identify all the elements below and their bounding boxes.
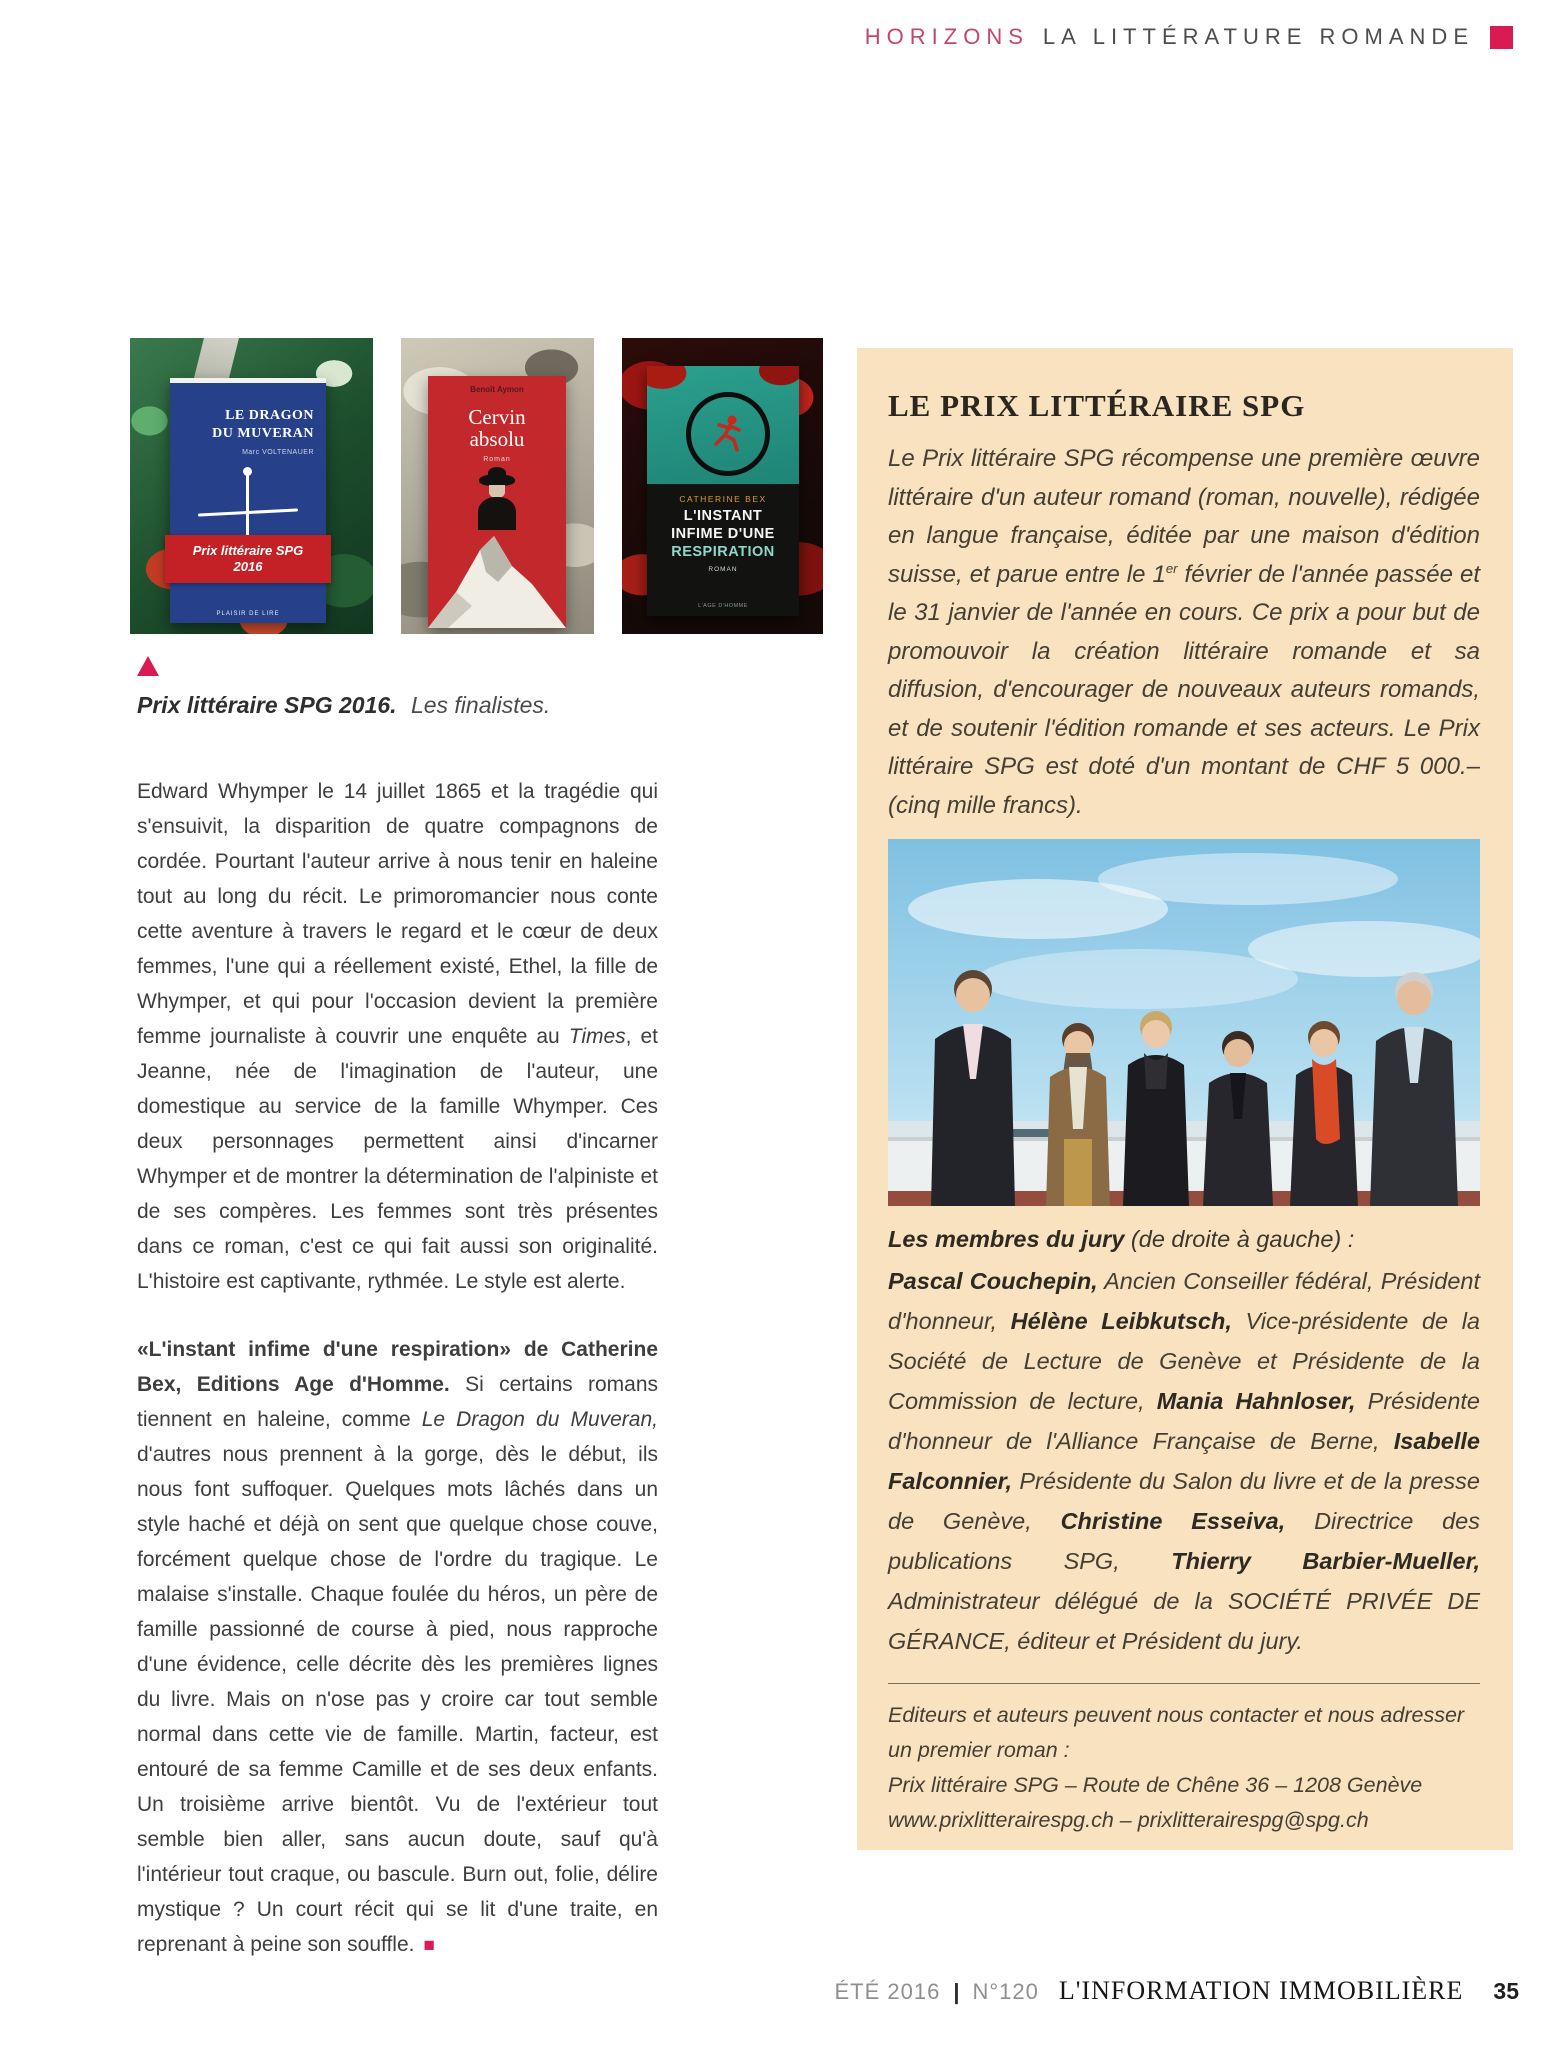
book-photo-cervin-absolu [401, 338, 594, 634]
running-head-title: LA LITTÉRATURE ROMANDE [1042, 24, 1474, 49]
footer-magazine-name: L'INFORMATION IMMOBILIÈRE [1058, 1976, 1464, 2005]
publisher-logo: PLAISIR DE LIRE [216, 611, 280, 617]
jury-members-text: Pascal Couchepin, Ancien Conseiller fédéral, Président d'honneur, Hélène Leibkutsch, Vice-présidente de la Société de Lecture de Genève et Présidente de la Commission de lecture, Mania Hahnloser, Présidente d'honneur de l'Alliance Française de Berne, Isabelle Falconnier, Présidente du Salon du livre et de la presse de Genève, Christine Esseiva, Directrice des publications SPG, Thierry Barbier-Mueller, Administrateur délégué de la SOCIÉTÉ PRIVÉE DE GÉRANCE, éditeur et Président du jury. [888, 1268, 1481, 1654]
book-title-line: RESPIRATION [671, 544, 775, 560]
contact-line-website: www.prixlitterairespg.ch – prixlitterairespg@spg.ch [888, 1808, 1369, 1832]
page-footer [834, 1976, 1519, 2006]
article-body [137, 774, 658, 1963]
finalist-covers-row [130, 338, 823, 634]
prix-spg-sidebar [857, 348, 1513, 1850]
article-end-mark-icon: ■ [423, 1935, 435, 1956]
book-title-line: INFIME D'UNE [671, 526, 775, 542]
contact-line: Editeurs et auteurs peuvent nous contacter et nous adresser un premier roman : [888, 1703, 1465, 1762]
book-photo-dragon-du-muveran [130, 338, 373, 634]
sidebar-intro: Le Prix littéraire SPG récompense une première œuvre littéraire d'un auteur romand (roman, nouvelle), rédigée en langue française, éditée par une maison d'édition suisse, et parue entre le 1er février de l'année passée et le 31 janvier de l'année en cours. Ce prix a pour but de promouvoir la création littéraire romande et sa diffusion, d'encourager de nouveaux auteurs romands, et de soutenir l'édition romande et ses acteurs. Le Prix littéraire SPG est doté d'un montant de CHF 5 000.– (cinq mille francs). [888, 445, 1480, 819]
caption-regular: Les finalistes. [410, 692, 551, 718]
publisher-logo: L'AGE D'HOMME [698, 603, 748, 609]
photo-caption [137, 692, 550, 719]
book-title-line: L'INSTANT [683, 508, 763, 524]
sidebar-title: LE PRIX LITTÉRAIRE SPG [888, 388, 1306, 423]
footer-issue: N°120 [972, 1979, 1039, 2004]
running-head-section: HORIZONS [864, 24, 1029, 49]
contact-line: Prix littéraire SPG – Route de Chêne 36 – 1208 Genève [888, 1773, 1423, 1797]
article-paragraph-1: Edward Whymper le 14 juillet 1865 et la tragédie qui s'ensuivit, la disparition de quatre compagnons de cordée. Pourtant l'auteur arrive à nous tenir en haleine tout au long du récit. Le primoromancier nous conte cette aventure à travers le regard et le cœur de deux femmes, l'une qui a réellement existé, Ethel, la fille de Whymper, et qui pour l'occasion devient la première femme journaliste à couvrir une enquête au Times, et Jeanne, née de l'imagination de l'auteur, une domestique au service de la famille Whymper. Ces deux personnages permettent ainsi d'incarner Whymper et de montrer la détermination de l'alpiniste et de ses compères. Les femmes sont très présentes dans ce roman, c'est ce qui fait aussi son originalité. L'histoire est captivante, rythmée. Le style est alerte. [137, 780, 658, 1293]
runner-circle-icon [686, 392, 770, 476]
caption-bold: Prix littéraire SPG 2016. [137, 692, 397, 718]
book-cover-instant-infime [647, 366, 799, 616]
cross-icon [246, 475, 249, 541]
sidebar-divider [888, 1683, 1480, 1684]
footer-season: ÉTÉ 2016 [834, 1979, 941, 2004]
article-paragraph-2: «L'instant infime d'une respiration» de Catherine Bex, Editions Age d'Homme. Si certains romans tiennent en haleine, comme Le Dragon du Muveran, d'autres nous prennent à la gorge, dès le début, ils nous font suffoquer. Quelques mots lâchés dans un style haché et déjà on sent que quelque chose couve, forcément quelque chose de l'ordre du tragique. Le malaise s'installe. Chaque foulée du héros, un père de famille passionné de course à pied, nous rapproche d'une évidence, celle décrite dès les premières lignes du livre. Mais on n'ose pas y croire car tout semble normal dans cette vie de famille. Martin, facteur, est entouré de sa femme Camille et de ses deux enfants. Un troisième arrive bientôt. Vu de l'extérieur tout semble bien aller, sans aucun doute, sauf qu'à l'intérieur tout craque, ou bascule. Burn out, folie, délire mystique ? Un court récit qui se lit d'une traite, en reprenant à peine son souffle. ■ [137, 1338, 658, 1956]
book-photo-instant-infime [622, 338, 823, 634]
footer-separator: | [953, 1979, 960, 2004]
book-author: Marc VOLTENAUER [242, 449, 314, 456]
man-with-hat-illustration [478, 474, 516, 530]
book-title: Cervin absolu [468, 405, 526, 451]
footer-page-number: 35 [1493, 1978, 1519, 2004]
cover-top-panel [647, 366, 799, 484]
book-cover-cervin [428, 376, 566, 628]
caption-triangle-icon [137, 656, 159, 676]
red-square-icon [1490, 26, 1513, 49]
book-cover-dragon [170, 378, 326, 623]
jury-photo [888, 839, 1480, 1206]
running-head [865, 24, 1513, 50]
book-genre: Roman [483, 456, 511, 463]
book-author: CATHERINE BEX [679, 494, 767, 504]
prize-band: Prix littéraire SPG 2016 [165, 535, 331, 583]
matterhorn-illustration [428, 532, 566, 628]
contact-block [888, 1698, 1480, 1838]
book-title: LE DRAGON DU MUVERAN [212, 408, 314, 441]
book-genre: ROMAN [708, 566, 738, 573]
jury-heading: Les membres du jury (de droite à gauche) : [888, 1226, 1355, 1252]
book-author: Benoît Aymon [470, 385, 524, 394]
